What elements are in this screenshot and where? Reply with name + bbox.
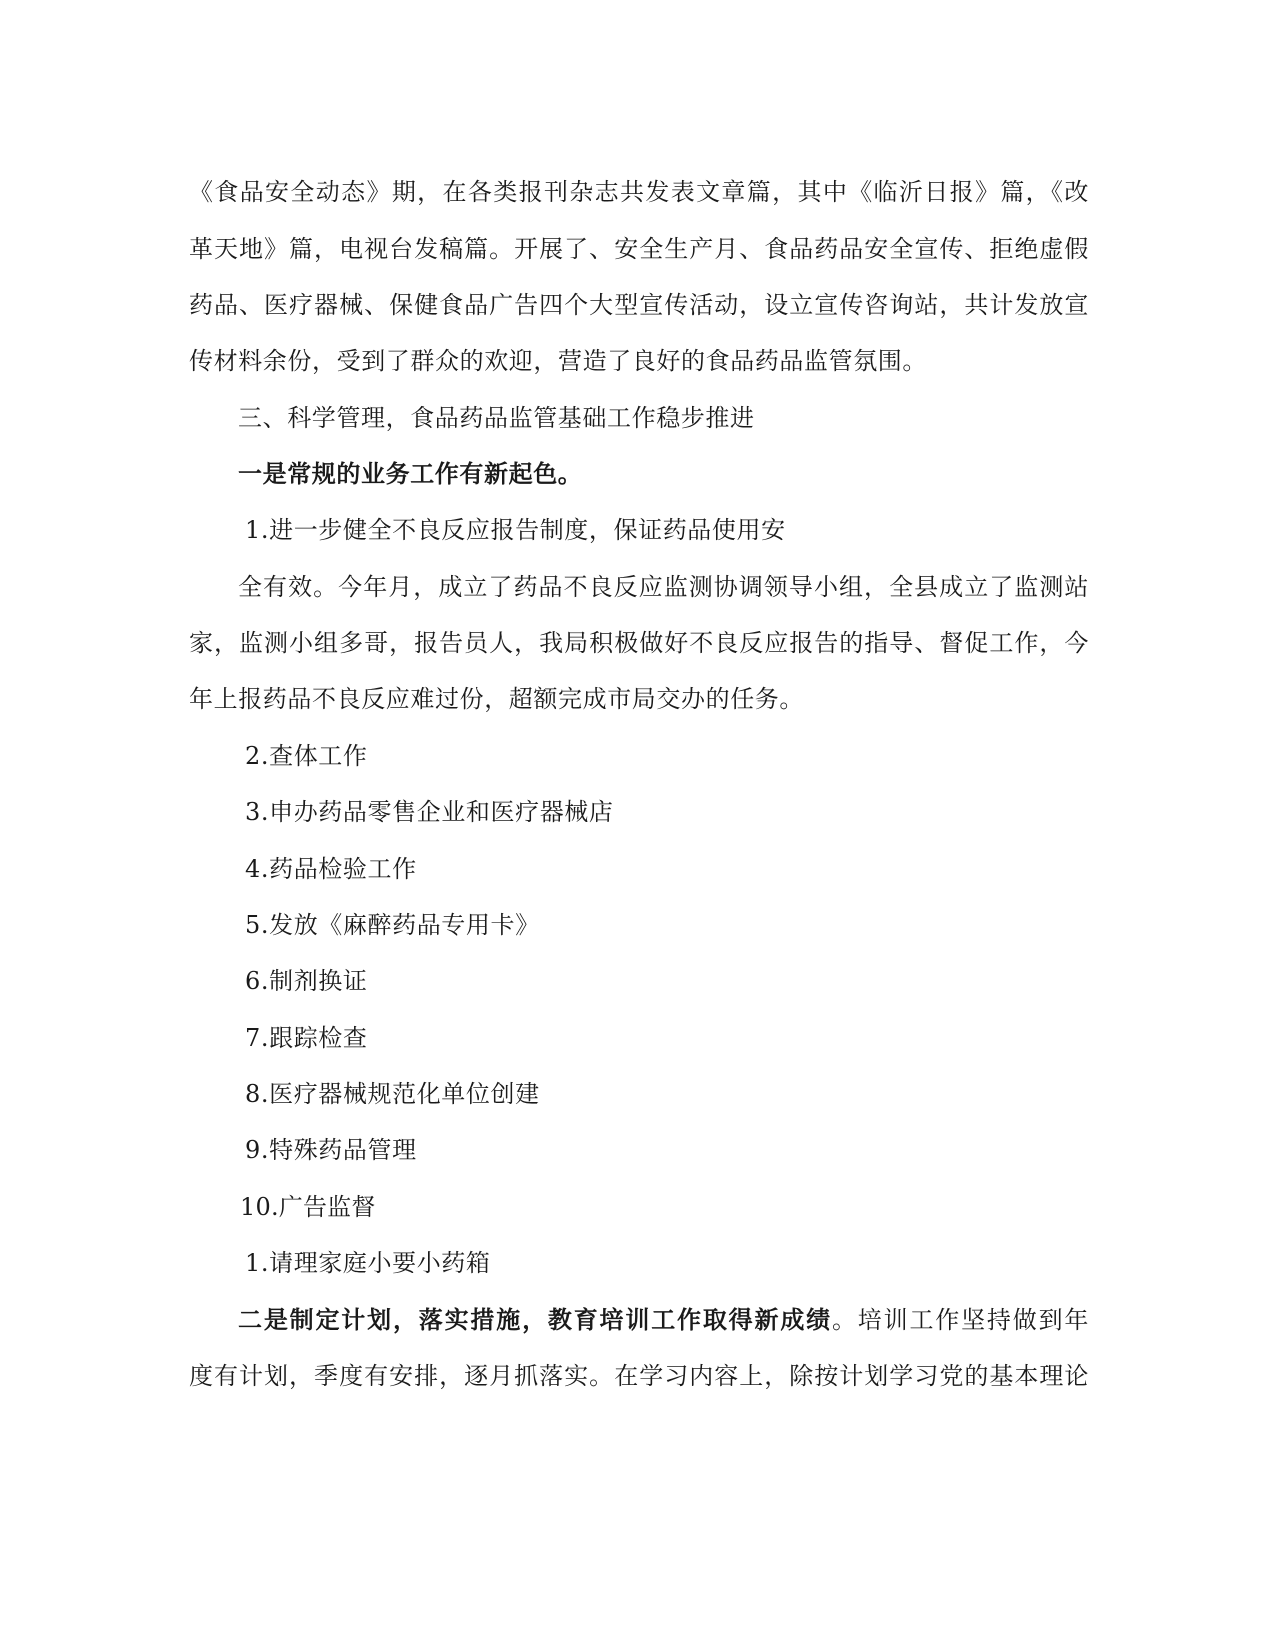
- paragraph-line: 度有计划，季度有安排，逐月抓落实。在学习内容上，除按计划学习党的基本理论: [189, 1362, 1089, 1390]
- paragraph-line: 传材料余份，受到了群众的欢迎，营造了良好的食品药品监管氛围。: [189, 347, 927, 375]
- list-item: 4.药品检验工作: [245, 855, 417, 883]
- paragraph-text: 。培训工作坚持做到年: [831, 1306, 1089, 1334]
- list-item: 8.医疗器械规范化单位创建: [245, 1080, 540, 1108]
- paragraph-line: 药品、医疗器械、保健食品广告四个大型宣传活动，设立宣传咨询站，共计发放宣: [189, 291, 1089, 319]
- section-heading: 三、科学管理，食品药品监管基础工作稳步推进: [238, 404, 755, 432]
- list-item: 10.广告监督: [240, 1193, 376, 1221]
- list-item: 1.进一步健全不良反应报告制度，保证药品使用安: [245, 516, 786, 544]
- list-item: 2.查体工作: [245, 742, 368, 770]
- list-item: 7.跟踪检查: [245, 1024, 368, 1052]
- paragraph-line: 革天地》篇，电视台发稿篇。开展了、安全生产月、食品药品安全宣传、拒绝虚假: [189, 235, 1089, 263]
- list-item: 3.申办药品零售企业和医疗器械店: [245, 798, 614, 826]
- list-item: 1.请理家庭小要小药箱: [245, 1249, 491, 1277]
- subsection-heading: 二是制定计划，落实措施，教育培训工作取得新成绩: [238, 1305, 832, 1334]
- list-item: 9.特殊药品管理: [245, 1136, 417, 1164]
- paragraph-line: 全有效。今年月，成立了药品不良反应监测协调领导小组，全县成立了监测站: [238, 573, 1089, 601]
- paragraph-line: 家，监测小组多哥，报告员人，我局积极做好不良反应报告的指导、督促工作，今: [189, 629, 1089, 657]
- subsection-heading: 一是常规的业务工作有新起色。: [238, 459, 583, 488]
- paragraph-line: 《食品安全动态》期，在各类报刊杂志共发表文章篇，其中《临沂日报》篇，《改: [189, 178, 1089, 206]
- list-item: 6.制剂换证: [245, 967, 368, 995]
- list-item: 5.发放《麻醉药品专用卡》: [245, 911, 540, 939]
- paragraph-line: 年上报药品不良反应难过份，超额完成市局交办的任务。: [189, 685, 804, 713]
- paragraph-line: [238, 1305, 1089, 1335]
